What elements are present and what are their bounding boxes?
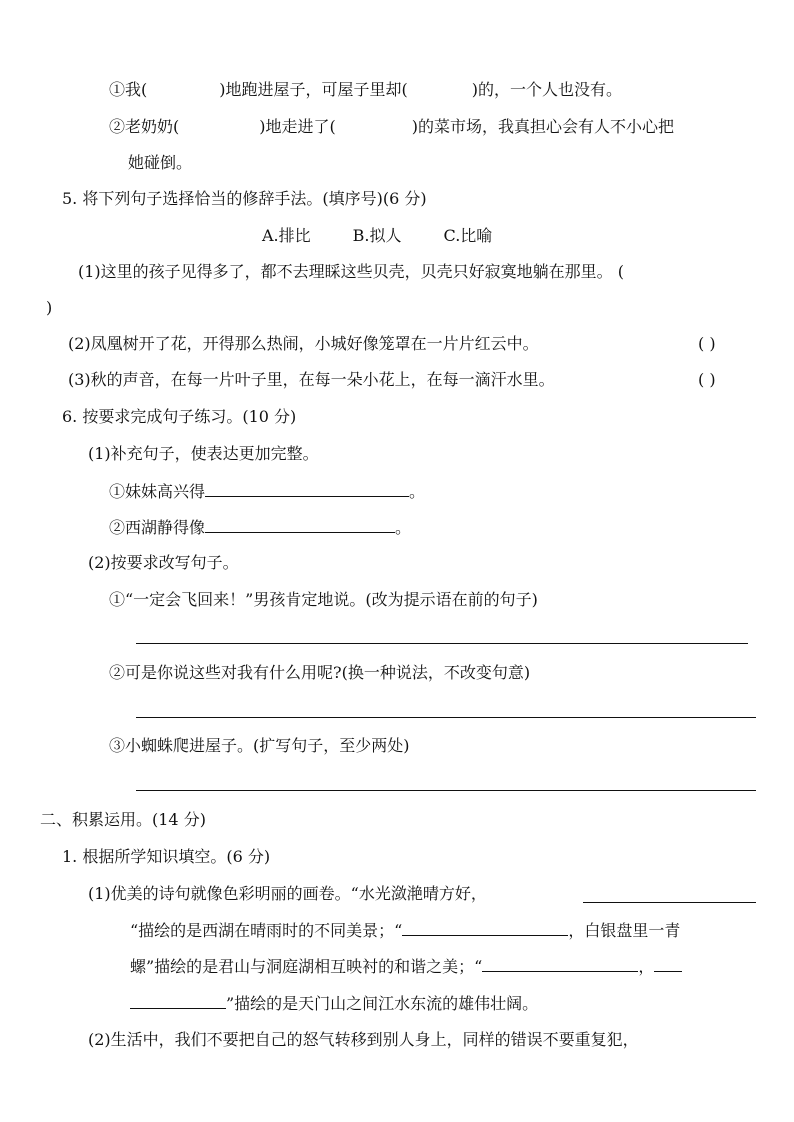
section-2-line-4: ”描绘的是天门山之间江水东流的雄伟壮阔。 [130, 993, 538, 1014]
answer-blank[interactable] [336, 117, 412, 132]
q4-sentence-2-continued: 她碰倒。 [128, 153, 193, 172]
answer-line[interactable] [136, 790, 756, 791]
answer-blank[interactable] [147, 80, 219, 95]
answer-blank[interactable] [179, 117, 259, 132]
q6-part-2: (2)按要求改写句子。 [88, 553, 239, 572]
q5-item-1-paren-close: ) [46, 298, 53, 317]
answer-blank[interactable] [654, 956, 682, 972]
q5-item-3: (3)秋的声音，在每一片叶子里，在每一朵小花上，在每一滴汗水里。 [68, 370, 555, 389]
answer-paren[interactable]: ( ) [698, 370, 716, 389]
answer-paren[interactable]: ( ) [698, 334, 716, 353]
answer-line[interactable] [583, 902, 756, 903]
q4-sentence-1: ①我( )地跑进屋子，可屋子里却( )的，一个人也没有。 [109, 80, 622, 99]
q4-sentence-2: ②老奶奶( )地走进了( )的菜市场，我真担心会有人不小心把 [109, 117, 674, 136]
answer-line[interactable] [136, 643, 748, 644]
section-2-line-2: “描绘的是西湖在晴雨时的不同美景；“ ，白银盘里一青 [130, 921, 681, 940]
q6-part-2c: ③小蜘蛛爬进屋子。(扩写句子，至少两处) [109, 736, 410, 755]
q6-part-2b: ②可是你说这些对我有什么用呢?(换一种说法，不改变句意) [109, 663, 531, 682]
q6-part-2a: ①“一定会飞回来！”男孩肯定地说。(改为提示语在前的句子) [109, 590, 538, 609]
answer-line[interactable] [136, 717, 756, 718]
q5-item-1: (1)这里的孩子见得多了，都不去理睬这些贝壳，贝壳只好寂寞地躺在那里。 ( [78, 262, 624, 281]
option-b: B.拟人 [352, 226, 402, 245]
answer-blank[interactable] [482, 956, 638, 972]
answer-blank[interactable] [205, 481, 409, 497]
section-2-line-3: 螺”描绘的是君山与洞庭湖相互映衬的和谐之美；“ ， [130, 956, 682, 977]
q6-part-1a: ①妹妹高兴得 。 [109, 482, 426, 501]
section-2-line-1: (1)优美的诗句就像色彩明丽的画卷。“水光潋滟晴方好， [88, 884, 487, 903]
answer-blank[interactable] [205, 517, 395, 533]
answer-blank[interactable] [402, 920, 568, 936]
q5-item-2: (2)凤凰树开了花，开得那么热闹，小城好像笼罩在一片片红云中。 [68, 334, 539, 353]
option-a: A.排比 [262, 226, 311, 245]
q6-part-1: (1)补充句子，使表达更加完整。 [88, 444, 319, 463]
section-2-q1-title: 1. 根据所学知识填空。(6 分) [62, 847, 271, 866]
section-2-line-5: (2)生活中，我们不要把自己的怒气转移到别人身上，同样的错误不要重复犯， [88, 1030, 639, 1049]
q6-title: 6. 按要求完成句子练习。(10 分) [62, 407, 297, 426]
q5-options [262, 226, 492, 246]
answer-blank[interactable] [130, 993, 226, 1009]
section-2-title: 二、积累运用。(14 分) [40, 810, 206, 829]
q5-title: 5. 将下列句子选择恰当的修辞手法。(填序号)(6 分) [62, 189, 427, 208]
q6-part-1b: ②西湖静得像 。 [109, 518, 412, 537]
answer-blank[interactable] [408, 80, 472, 95]
option-c: C.比喻 [443, 226, 493, 245]
